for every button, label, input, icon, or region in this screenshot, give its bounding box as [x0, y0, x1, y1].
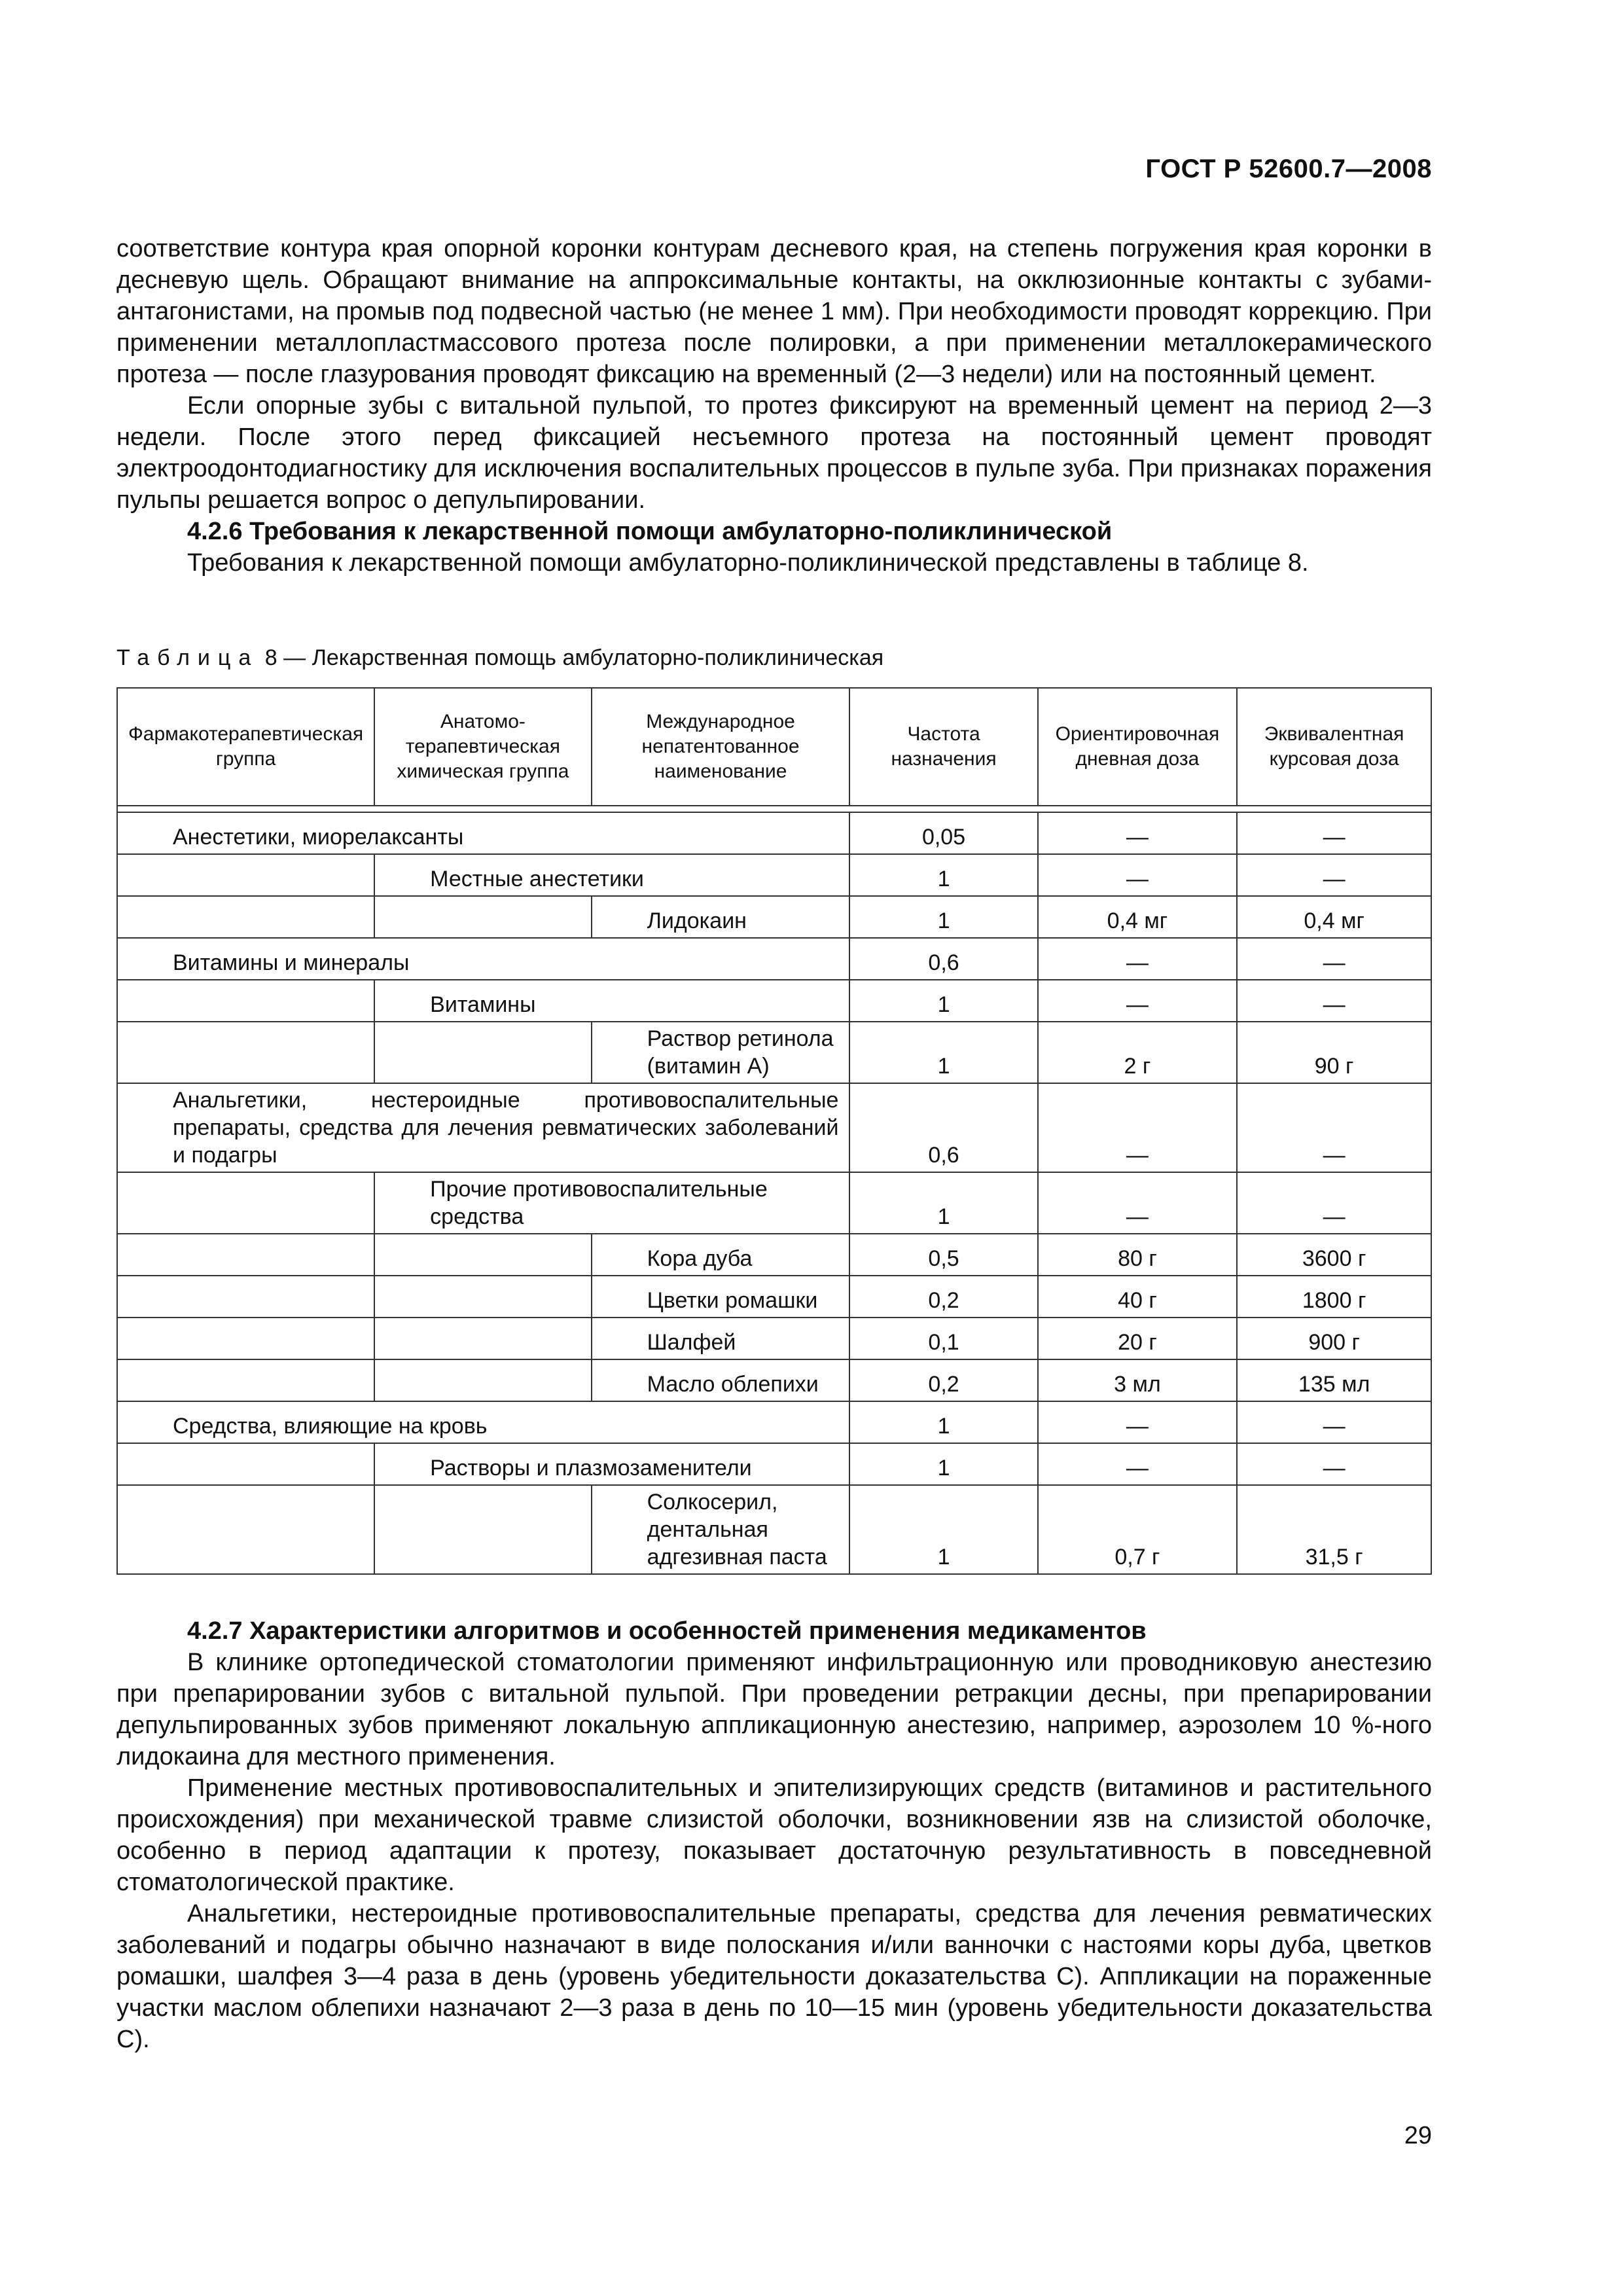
page-number: 29: [1404, 2122, 1432, 2149]
course-dose-cell: —: [1237, 812, 1431, 854]
course-dose-cell: —: [1237, 854, 1431, 896]
subgroup-name-cell: Местные анестетики: [374, 854, 849, 896]
daily-dose-cell: —: [1038, 938, 1238, 980]
empty-cell: [374, 1234, 591, 1276]
table-row: [117, 1083, 1431, 1172]
daily-dose-cell: 2 г: [1038, 1022, 1238, 1083]
frequency-cell: 1: [849, 1443, 1037, 1485]
course-dose-cell: —: [1237, 1172, 1431, 1234]
daily-dose-cell: —: [1038, 1172, 1238, 1234]
table-row: [117, 1318, 1431, 1359]
table-row: [117, 1172, 1431, 1234]
empty-cell: [117, 1443, 374, 1485]
section-4-2-6-text: Требования к лекарственной помощи амбулаторно-поликлинической представлены в таблице 8.: [187, 549, 1309, 577]
section-4-2-7-paragraph-1: В клинике ортопедической стоматологии применяют инфильтрационную или проводниковую анестезию при препарировании зубов с витальной пульпой. При проведении ретракции десны, при препарировании депульпированных зубов применяют локальную аппликационную анестезию, например, аэрозолем 10 %-ного лидокаина для местного применения.: [116, 1649, 1432, 1770]
section-4-2-7-heading: 4.2.7 Характеристики алгоритмов и особенностей применения медикаментов: [187, 1617, 1147, 1645]
drug-name-cell: Цветки ромашки: [592, 1276, 850, 1318]
section-4-2-7-paragraph-2: Применение местных противовоспалительных и эпителизирующих средств (витаминов и растительного происхождения) при механической травме слизистой оболочки, возникновении язв на слизистой оболочке, особенно в период адаптации к протезу, показывает достаточную результативность в повседневной стоматологической практике.: [116, 1774, 1432, 1896]
empty-cell: [374, 1359, 591, 1401]
frequency-cell: 1: [849, 1401, 1037, 1443]
frequency-cell: 0,6: [849, 938, 1037, 980]
empty-cell: [117, 1276, 374, 1318]
daily-dose-cell: 20 г: [1038, 1318, 1238, 1359]
header-pharmacotherapeutic-group: Фармакотерапевтическая группа: [117, 688, 374, 806]
course-dose-cell: —: [1237, 1443, 1431, 1485]
course-dose-cell: 135 мл: [1237, 1359, 1431, 1401]
subgroup-name-cell: Прочие противовоспалительные средства: [374, 1172, 849, 1234]
group-name-cell: Анестетики, миорелаксанты: [117, 812, 849, 854]
frequency-cell: 0,1: [849, 1318, 1037, 1359]
intro-paragraph-2: Если опорные зубы с витальной пульпой, то протез фиксируют на временный цемент на период 2—3 недели. После этого перед фиксацией несъемного протеза на постоянный цемент проводят электроодонтодиагностику для исключения воспалительных процессов в пульпе зуба. При признаках поражения пульпы решается вопрос о депульпировании.: [116, 392, 1432, 514]
daily-dose-cell: —: [1038, 1083, 1238, 1172]
empty-cell: [117, 1022, 374, 1083]
daily-dose-cell: 3 мл: [1038, 1359, 1238, 1401]
header-course-dose: Эквивалентная курсовая доза: [1237, 688, 1431, 806]
empty-cell: [117, 1234, 374, 1276]
course-dose-cell: —: [1237, 938, 1431, 980]
daily-dose-cell: 0,7 г: [1038, 1485, 1238, 1574]
course-dose-cell: —: [1237, 1083, 1431, 1172]
table-caption-label: Таблица: [116, 645, 259, 670]
intro-block: [116, 233, 1432, 579]
group-name-cell: Витамины и минералы: [117, 938, 849, 980]
table-row: [117, 1359, 1431, 1401]
empty-cell: [117, 980, 374, 1022]
section-4-2-7: [116, 1615, 1432, 2055]
empty-cell: [374, 1276, 591, 1318]
drug-name-cell: Кора дуба: [592, 1234, 850, 1276]
course-dose-cell: 90 г: [1237, 1022, 1431, 1083]
drug-name-cell: Раствор ретинола (витамин А): [592, 1022, 850, 1083]
frequency-cell: 0,6: [849, 1083, 1037, 1172]
frequency-cell: 1: [849, 896, 1037, 938]
header-daily-dose: Ориентировочная дневная доза: [1038, 688, 1238, 806]
subgroup-name-cell: Растворы и плазмозаменители: [374, 1443, 849, 1485]
frequency-cell: 1: [849, 1485, 1037, 1574]
course-dose-cell: 31,5 г: [1237, 1485, 1431, 1574]
frequency-cell: 1: [849, 1172, 1037, 1234]
table-caption: [116, 645, 883, 671]
frequency-cell: 1: [849, 1022, 1037, 1083]
daily-dose-cell: —: [1038, 1401, 1238, 1443]
frequency-cell: 0,2: [849, 1276, 1037, 1318]
drug-name-cell: Лидокаин: [592, 896, 850, 938]
table-row: [117, 812, 1431, 854]
daily-dose-cell: —: [1038, 812, 1238, 854]
table-caption-text: 8 — Лекарственная помощь амбулаторно-поликлиническая: [264, 645, 884, 670]
daily-dose-cell: —: [1038, 980, 1238, 1022]
subgroup-name-cell: Витамины: [374, 980, 849, 1022]
empty-cell: [374, 1485, 591, 1574]
header-atc-group: Анатомо-терапевтическая химическая группа: [374, 688, 591, 806]
empty-cell: [117, 1359, 374, 1401]
table-row: [117, 980, 1431, 1022]
drug-name-cell: Масло облепихи: [592, 1359, 850, 1401]
course-dose-cell: —: [1237, 980, 1431, 1022]
daily-dose-cell: —: [1038, 854, 1238, 896]
section-4-2-6-heading: 4.2.6 Требования к лекарственной помощи амбулаторно-поликлинической: [187, 518, 1113, 545]
course-dose-cell: 1800 г: [1237, 1276, 1431, 1318]
medication-table: [116, 687, 1432, 1575]
course-dose-cell: 0,4 мг: [1237, 896, 1431, 938]
empty-cell: [117, 896, 374, 938]
intro-paragraph-1: соответствие контура края опорной коронки контурам десневого края, на степень погружения края коронки в десневую щель. Обращают внимание на аппроксимальные контакты, на окклюзионные контакты с зубами-антагонистами, на промыв под подвесной частью (не менее 1 мм). При необходимости проводят коррекцию. При применении металлопластмассового протеза после полировки, а при применении металлокерамического протеза — после глазурования проводят фиксацию на временный (2—3 недели) или на постоянный цемент.: [116, 235, 1432, 388]
empty-cell: [117, 854, 374, 896]
table-row: [117, 1401, 1431, 1443]
course-dose-cell: 900 г: [1237, 1318, 1431, 1359]
table-row: [117, 1485, 1431, 1574]
table-row: [117, 1234, 1431, 1276]
section-4-2-7-paragraph-3: Анальгетики, нестероидные противовоспалительные препараты, средства для лечения ревматических заболеваний и подагры обычно назначают в виде полоскания и/или ванночки с настоями коры дуба, цветков ромашки, шалфея 3—4 раза в день (уровень убедительности доказательства С). Аппликации на пораженные участки маслом облепихи назначают 2—3 раза в день по 10—15 мин (уровень убедительности доказательства С).: [116, 1900, 1432, 2053]
frequency-cell: 0,05: [849, 812, 1037, 854]
table-row: [117, 896, 1431, 938]
group-name-cell: Средства, влияющие на кровь: [117, 1401, 849, 1443]
daily-dose-cell: 40 г: [1038, 1276, 1238, 1318]
frequency-cell: 0,5: [849, 1234, 1037, 1276]
empty-cell: [117, 1318, 374, 1359]
group-name-cell: Анальгетики, нестероидные противовоспалительные препараты, средства для лечения ревматических заболеваний и подагры: [117, 1083, 849, 1172]
daily-dose-cell: 0,4 мг: [1038, 896, 1238, 938]
daily-dose-cell: —: [1038, 1443, 1238, 1485]
empty-cell: [117, 1485, 374, 1574]
empty-cell: [374, 1022, 591, 1083]
header-inn: Международное непатентованное наименование: [592, 688, 850, 806]
course-dose-cell: 3600 г: [1237, 1234, 1431, 1276]
table-row: [117, 1022, 1431, 1083]
table-header-row: [117, 688, 1431, 806]
course-dose-cell: —: [1237, 1401, 1431, 1443]
table-row: [117, 1443, 1431, 1485]
empty-cell: [374, 1318, 591, 1359]
empty-cell: [117, 1172, 374, 1234]
frequency-cell: 1: [849, 854, 1037, 896]
header-frequency: Частота назначения: [849, 688, 1037, 806]
table-row: [117, 1276, 1431, 1318]
table-row: [117, 854, 1431, 896]
drug-name-cell: Солкосерил, дентальная адгезивная паста: [592, 1485, 850, 1574]
frequency-cell: 0,2: [849, 1359, 1037, 1401]
document-code-header: ГОСТ Р 52600.7—2008: [1145, 154, 1432, 183]
table-row: [117, 938, 1431, 980]
frequency-cell: 1: [849, 980, 1037, 1022]
empty-cell: [374, 896, 591, 938]
daily-dose-cell: 80 г: [1038, 1234, 1238, 1276]
drug-name-cell: Шалфей: [592, 1318, 850, 1359]
